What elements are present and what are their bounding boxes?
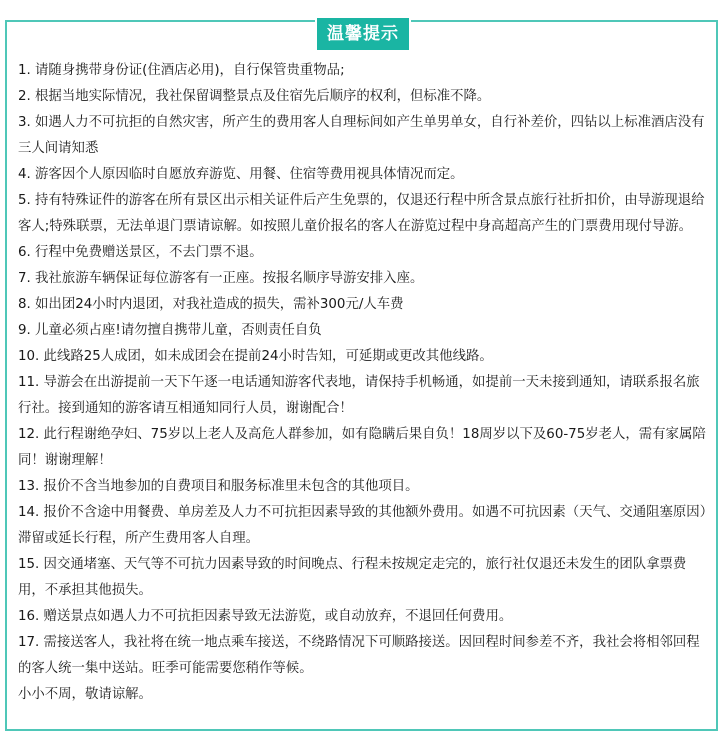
notice-item-16: 16. 赠送景点如遇人力不可抗拒因素导致无法游览，或自动放弃，不退回任何费用。 bbox=[18, 609, 513, 624]
notice-title: 温馨提示 bbox=[317, 18, 409, 50]
notice-item-7: 7. 我社旅游车辆保证每位游客有一正座。按报名顺序导游安排入座。 bbox=[18, 271, 424, 286]
notice-item-10: 10. 此线路25人成团，如未成团会在提前24小时告知，可延期或更改其他线路。 bbox=[18, 349, 493, 364]
notice-item-5: 5. 持有特殊证件的游客在所有景区出示相关证件后产生免票的，仅退还行程中所含景点旅行社折扣价，由导游现退给客人;特殊联票，无法单退门票请谅解。如按照儿童价报名的客人在游览过程中身高超高产生的门票费用现付导游。 bbox=[18, 193, 705, 234]
notice-item-4: 4. 游客因个人原因临时自愿放弃游览、用餐、住宿等费用视具体情况而定。 bbox=[18, 167, 464, 182]
notice-closing: 小小不周，敬请谅解。 bbox=[18, 687, 152, 702]
notice-item-6: 6. 行程中免费赠送景区，不去门票不退。 bbox=[18, 245, 263, 260]
notice-item-8: 8. 如出团24小时内退团，对我社造成的损失，需补300元/人车费 bbox=[18, 297, 404, 312]
notice-item-13: 13. 报价不含当地参加的自费项目和服务标准里未包含的其他项目。 bbox=[18, 479, 419, 494]
notice-item-14: 14. 报价不含途中用餐费、单房差及人力不可抗拒因素导致的其他额外费用。如遇不可抗因素（天气、交通阻塞原因）滞留或延长行程，所产生费用客人自理。 bbox=[18, 505, 707, 546]
notice-item-12: 12. 此行程谢绝孕妇、75岁以上老人及高危人群参加，如有隐瞒后果自负！18周岁以下及60-75岁老人，需有家属陪同！谢谢理解！ bbox=[18, 427, 706, 468]
notice-list bbox=[18, 58, 712, 708]
notice-item-1: 1. 请随身携带身份证(住酒店必用)，自行保管贵重物品; bbox=[18, 63, 345, 78]
notice-item-3: 3. 如遇人力不可抗拒的自然灾害，所产生的费用客人自理标间如产生单男单女，自行补差价，四钻以上标准酒店没有三人间请知悉 bbox=[18, 115, 705, 156]
notice-item-17: 17. 需接送客人，我社将在统一地点乘车接送，不绕路情况下可顺路接送。因回程时间参差不齐，我社会将相邻回程的客人统一集中送站。旺季可能需要您稍作等候。 bbox=[18, 635, 700, 676]
notice-item-15: 15. 因交通堵塞、天气等不可抗力因素导致的时间晚点、行程未按规定走完的，旅行社仅退还未发生的团队拿票费用，不承担其他损失。 bbox=[18, 557, 687, 598]
notice-item-11: 11. 导游会在出游提前一天下午逐一电话通知游客代表地，请保持手机畅通，如提前一天未接到通知，请联系报名旅行社。接到通知的游客请互相通知同行人员，谢谢配合！ bbox=[18, 375, 700, 416]
notice-item-2: 2. 根据当地实际情况，我社保留调整景点及住宿先后顺序的权利，但标准不降。 bbox=[18, 89, 491, 104]
notice-item-9: 9. 儿童必须占座!请勿擅自携带儿童，否则责任自负 bbox=[18, 323, 322, 338]
